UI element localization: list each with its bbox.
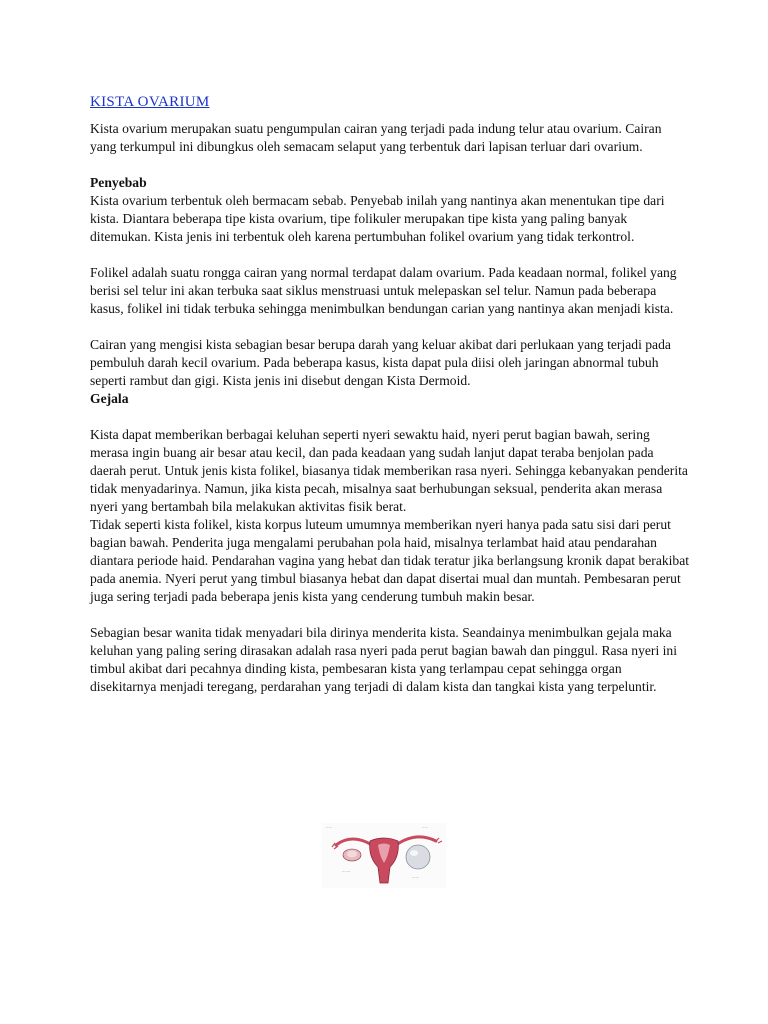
svg-text:·····: ····· <box>326 826 332 830</box>
causes-paragraph-1: Kista ovarium terbentuk oleh bermacam sebab. Penyebab inilah yang nantinya akan menentukan tipe dari kista. Diantara beberapa tipe kista ovarium, tipe folikuler merupakan tipe kista yang paling banyak ditemukan. Kista jenis ini terbentuk oleh karena pertumbuhan folikel ovarium yang tidak terkontrol. <box>90 193 665 244</box>
ovarian-cyst-figure <box>322 823 446 888</box>
symptoms-heading: Gejala <box>90 391 129 406</box>
document-title-link[interactable]: KISTA OVARIUM <box>90 94 210 110</box>
svg-text:······: ······ <box>412 876 419 880</box>
uterus-ovarian-cyst-icon <box>322 823 446 888</box>
intro-paragraph: Kista ovarium merupakan suatu pengumpulan cairan yang terjadi pada indung telur atau ovarium. Cairan yang terkumpul ini dibungkus oleh semacam selaput yang terbentuk dari lapisan terluar dari ovarium. <box>90 121 662 154</box>
causes-paragraph-2: Folikel adalah suatu rongga cairan yang normal terdapat dalam ovarium. Pada keadaan normal, folikel yang berisi sel telur ini akan terbuka saat siklus menstruasi untuk melepaskan sel telur. Namun pada beberapa kasus, folikel ini tidak terbuka sehingga menimbulkan bendungan carian yang nantinya akan menjadi kista. <box>90 265 677 316</box>
symptoms-paragraph-2: Tidak seperti kista folikel, kista korpus luteum umumnya memberikan nyeri hanya pada satu sisi dari perut bagian bawah. Penderita juga mengalami perubahan pola haid, misalnya terlambat haid atau pendarahan diantara periode haid. Pendarahan vagina yang hebat dan tidak teratur jika berlangsung kronik dapat berakibat pada anemia. Nyeri perut yang timbul biasanya hebat dan dapat disertai mual dan muntah. Pembesaran perut juga sering terjadi pada beberapa jenis kista yang cenderung tumbuh makin besar. <box>90 517 690 604</box>
svg-text:·····: ····· <box>422 826 428 830</box>
causes-heading: Penyebab <box>90 175 147 190</box>
symptoms-paragraph-1: Kista dapat memberikan berbagai keluhan seperti nyeri sewaktu haid, nyeri perut bagian bawah, sering merasa ingin buang air besar atau kecil, dan pada keadaan yang sudah lanjut dapat teraba benjolan pada daerah perut. Untuk jenis kista folikel, biasanya tidak memberikan rasa nyeri. Sehingga kebanyakan penderita tidak menyadarinya. Namun, jika kista pecah, misalnya saat berhubungan seksual, penderita akan merasa nyeri yang bertambah bila melakukan aktivitas fisik berat. <box>90 427 688 514</box>
symptoms-paragraph-3: Sebagian besar wanita tidak menyadari bila dirinya menderita kista. Seandainya menimbulkan gejala maka keluhan yang paling sering dirasakan adalah rasa nyeri pada perut bagian bawah dan pinggul. Rasa nyeri ini timbul akibat dari pecahnya dinding kista, pembesaran kista yang terlampau cepat sehingga organ disekitarnya menjadi teregang, perdarahan yang terjadi di dalam kista dan tangkai kista yang terpeluntir. <box>90 625 677 694</box>
causes-paragraph-3: Cairan yang mengisi kista sebagian besar berupa darah yang keluar akibat dari perlukaan yang terjadi pada pembuluh darah kecil ovarium. Pada beberapa kasus, kista dapat pula diisi oleh jaringan abnormal tubuh seperti rambut dan gigi. Kista jenis ini disebut dengan Kista Dermoid. <box>90 337 671 388</box>
document-body <box>90 92 690 696</box>
svg-text:·······: ······· <box>342 870 351 874</box>
